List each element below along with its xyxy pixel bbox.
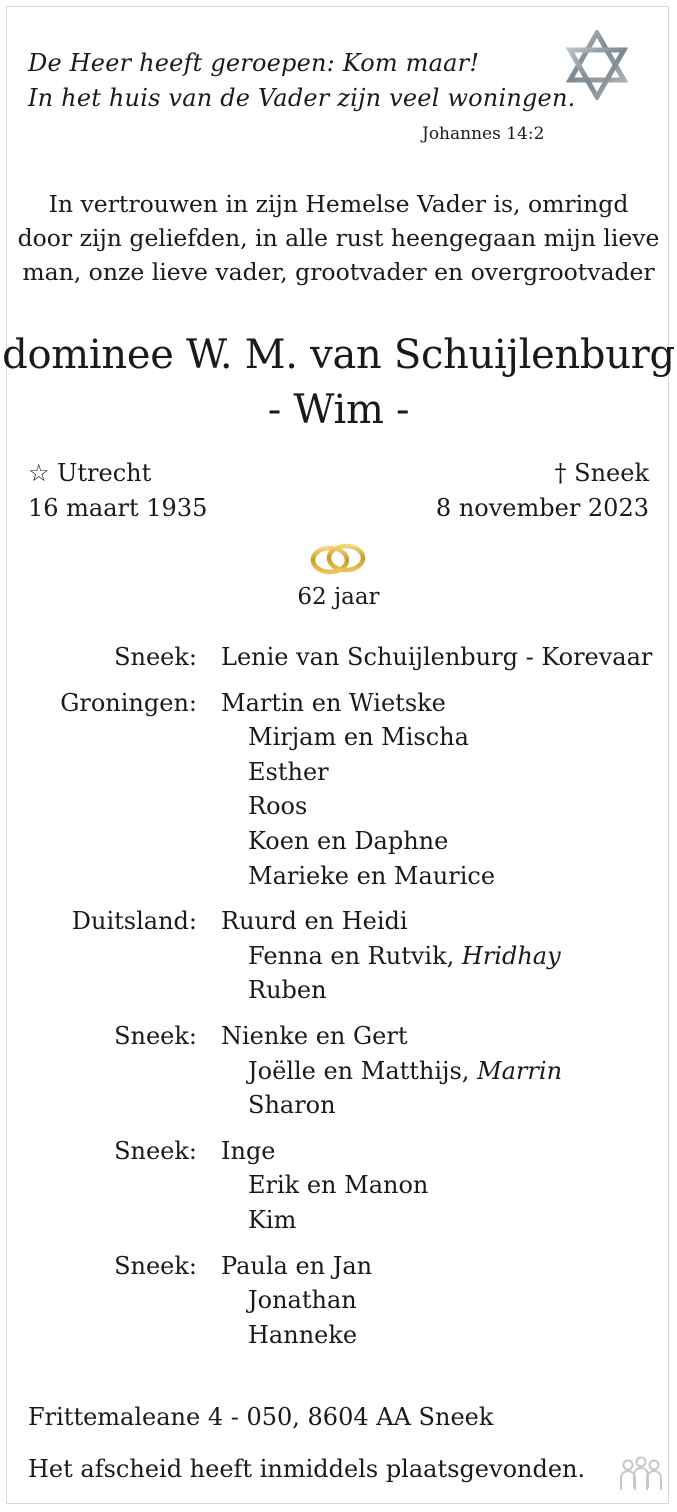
family-place: Sneek: (114, 643, 197, 671)
family-row (0, 1318, 677, 1353)
quote-line-1: De Heer heeft geroepen: Kom maar! (28, 49, 480, 77)
family-member (248, 789, 307, 824)
marriage-duration: 62 jaar (297, 584, 380, 610)
family-member-names: Martin en Wietske (221, 688, 446, 717)
family-member (221, 904, 408, 939)
bible-quote (28, 46, 575, 116)
family-member (248, 1283, 357, 1318)
family-place: Duitsland: (71, 907, 197, 936)
family-member (221, 1249, 372, 1284)
birth-place-line (28, 456, 207, 491)
family-member-names: Erik en Manon (248, 1171, 429, 1200)
family-member (221, 1134, 276, 1169)
family-member (248, 755, 329, 790)
death-place-line (436, 456, 649, 491)
deceased-name: dominee W. M. van Schuijlenburg (2, 332, 675, 378)
family-member-names: Hanneke (248, 1320, 358, 1349)
announcement-text (0, 187, 677, 289)
family-member-names: Joëlle en Matthijs, (248, 1056, 478, 1085)
intro-line-3: man, onze lieve vader, grootvader en overgrootvader (22, 258, 655, 286)
great-grandchild-name: Hridhay (461, 941, 561, 970)
family-member (248, 939, 561, 974)
family-row (0, 640, 677, 675)
death-cross-symbol: † (554, 459, 567, 487)
family-row (0, 1283, 677, 1318)
family-row (0, 904, 677, 939)
family-row (0, 1203, 677, 1238)
family-row (0, 1134, 677, 1169)
family-place: Groningen: (60, 688, 197, 717)
birth-info (28, 456, 207, 526)
family-member-names: Nienke en Gert (221, 1022, 408, 1050)
family-member (248, 859, 495, 894)
closing-text: Het afscheid heeft inmiddels plaatsgevonden. (28, 1455, 586, 1483)
death-info (436, 456, 649, 526)
family-row (0, 1249, 677, 1284)
family-row (0, 824, 677, 859)
address: Frittemaleane 4 - 050, 8604 AA Sneek (28, 1403, 494, 1431)
family-member (248, 973, 327, 1008)
family-place: Sneek: (114, 1251, 197, 1280)
birth-star-symbol: ☆ (28, 459, 50, 487)
family-member (221, 640, 652, 675)
family-member-names: Inge (221, 1136, 276, 1165)
family-member (221, 686, 446, 721)
death-place: Sneek (574, 459, 649, 487)
birth-date: 16 maart 1935 (28, 494, 208, 522)
family-member (221, 1019, 408, 1054)
family-row (0, 1088, 677, 1123)
family-row (0, 939, 677, 974)
family-member-names: Lenie van Schuijlenburg - Korevaar (221, 643, 653, 671)
family-place: Sneek: (114, 1136, 197, 1165)
birth-place: Utrecht (57, 459, 152, 487)
family-member (248, 720, 469, 755)
family-member-names: Sharon (248, 1091, 336, 1120)
intro-line-2: door zijn geliefden, in alle rust heengegaan mijn lieve (17, 224, 660, 252)
family-member-names: Paula en Jan (221, 1251, 373, 1280)
intro-line-1: In vertrouwen in zijn Hemelse Vader is, omringd (48, 190, 629, 218)
family-row (0, 973, 677, 1008)
family-row (0, 686, 677, 721)
death-date: 8 november 2023 (435, 494, 649, 522)
family-member-names: Esther (248, 757, 329, 786)
family-member-names: Ruben (248, 976, 327, 1005)
great-grandchild-name: Marrin (477, 1056, 563, 1085)
family-row (0, 1054, 677, 1089)
family-member (248, 1054, 562, 1089)
family-member-names: Ruurd en Heidi (221, 907, 408, 936)
family-row (0, 1019, 677, 1054)
family-row (0, 789, 677, 824)
mensenlinq-people-logo-icon (618, 1456, 664, 1496)
quote-line-2: In het huis van de Vader zijn veel woningen. (28, 84, 576, 112)
family-row (0, 720, 677, 755)
family-member (248, 1088, 336, 1123)
family-member-names: Marieke en Maurice (248, 861, 496, 890)
family-row (0, 755, 677, 790)
family-member (248, 824, 448, 859)
family-row (0, 859, 677, 894)
wedding-rings-icon (308, 540, 368, 578)
family-member-names: Fenna en Rutvik, (248, 941, 462, 970)
family-place: Sneek: (114, 1022, 197, 1050)
deceased-nickname: - Wim - (267, 387, 410, 433)
family-member (248, 1168, 428, 1203)
family-member (248, 1318, 357, 1353)
family-member-names: Jonathan (248, 1286, 357, 1315)
family-member (248, 1203, 296, 1238)
family-member-names: Kim (248, 1206, 297, 1234)
family-row (0, 1168, 677, 1203)
family-member-names: Mirjam en Mischa (248, 723, 469, 752)
family-member-names: Koen en Daphne (248, 827, 449, 855)
family-member-names: Roos (248, 792, 308, 821)
star-of-david-icon (566, 30, 628, 100)
quote-reference: Johannes 14:2 (422, 124, 545, 144)
